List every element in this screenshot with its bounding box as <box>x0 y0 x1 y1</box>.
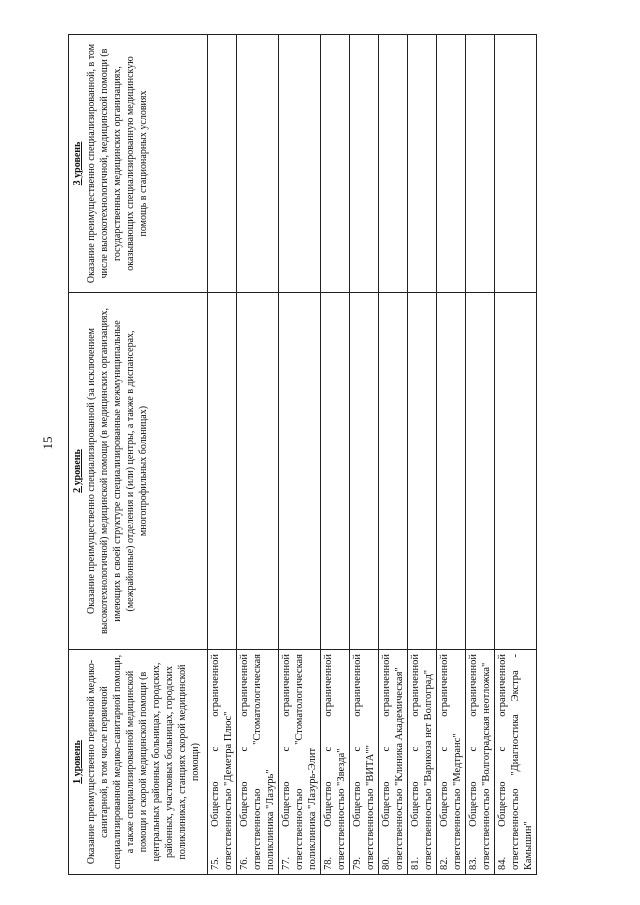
table-header-row <box>69 35 208 875</box>
table-cell-level-1: 77. Общество с ограниченной ответственностью "Стоматологическая поликлиника "Лазурь-Элит <box>279 650 321 875</box>
table-row <box>379 35 408 875</box>
table-cell-level-2 <box>279 293 321 650</box>
table-row <box>279 35 321 875</box>
medical-levels-table <box>68 34 537 875</box>
table-cell-level-1: 82. Общество с ограниченной ответственностью "Медтранс" <box>437 650 466 875</box>
table-cell-level-1: 80. Общество с ограниченной ответственностью "Клиника Академическая" <box>379 650 408 875</box>
header-level-1-title: 1 уровень <box>72 740 83 784</box>
table-body <box>208 35 537 875</box>
table-cell-level-2 <box>408 293 437 650</box>
header-level-2-description: Оказание преимущественно специализированной (за исключением высокотехнологичной) медицинской помощи (в медицинских организациях, имеющих в своей структуре специализированные межмуниципальные (межрайонные) отделения и (или) центры, а также в диспансерах, многопрофильных больницах) <box>86 307 149 635</box>
table-row <box>466 35 495 875</box>
table-cell-level-3 <box>379 35 408 293</box>
table-cell-level-3 <box>208 35 237 293</box>
header-level-2-title: 2 уровень <box>72 449 83 493</box>
table-cell-level-2 <box>466 293 495 650</box>
table-cell-level-1: 78. Общество с ограниченной ответственностью "Звезда" <box>321 650 350 875</box>
table-cell-level-2 <box>495 293 537 650</box>
table-row <box>495 35 537 875</box>
table-cell-level-1: 83. Общество с ограниченной ответственностью "Волгоградская неотложка" <box>466 650 495 875</box>
header-level-2 <box>69 293 208 650</box>
table-cell-level-1: 84. Общество с ограниченной ответственностью "Диагностика Экстра - Камышин" <box>495 650 537 875</box>
table-cell-level-3 <box>279 35 321 293</box>
rotated-table-container <box>68 35 596 875</box>
table-cell-level-2 <box>237 293 279 650</box>
table-cell-level-1: 75. Общество с ограниченной ответственностью "Деметра Плюс" <box>208 650 237 875</box>
table-cell-level-1: 76. Общество с ограниченной ответственностью "Стоматологическая поликлиника "Лазурь" <box>237 650 279 875</box>
table-cell-level-2 <box>379 293 408 650</box>
table-cell-level-1: 81. Общество с ограниченной ответственностью "Варикоза нет Волгоград" <box>408 650 437 875</box>
table-row <box>208 35 237 875</box>
table-cell-level-3 <box>495 35 537 293</box>
table-cell-level-3 <box>437 35 466 293</box>
table-cell-level-2 <box>437 293 466 650</box>
table-cell-level-1: 79. Общество с ограниченной ответственностью "ВИТА"" <box>350 650 379 875</box>
table-row <box>408 35 437 875</box>
table-cell-level-2 <box>208 293 237 650</box>
header-level-1 <box>69 650 208 875</box>
header-level-3-title: 3 уровень <box>72 141 83 186</box>
table-row <box>437 35 466 875</box>
table-cell-level-3 <box>237 35 279 293</box>
header-level-3 <box>69 35 208 293</box>
table-cell-level-3 <box>321 35 350 293</box>
table-row <box>321 35 350 875</box>
table-row <box>237 35 279 875</box>
table-cell-level-3 <box>408 35 437 293</box>
table-cell-level-2 <box>350 293 379 650</box>
page-number: 15 <box>40 436 55 450</box>
table-row <box>350 35 379 875</box>
table-cell-level-3 <box>350 35 379 293</box>
table-cell-level-2 <box>321 293 350 650</box>
header-level-3-description: Оказание преимущественно специализированной, в том числе высокотехнологичной, медицинской помощи (в государственных медицинских организациях, оказывающих специализированную медицинскую помощь в стационарных условиях <box>86 43 149 284</box>
header-level-1-description: Оказание преимущественно первичной медико-санитарной, в том числе первичной специализированной медико-санитарной помощи, а также специализированной медицинской помощи и скорой медицинской помощи (в центральных районных больницах, городских, районных, участковых больницах, городских поликлиниках, станциях скорой медицинской помощи) <box>86 654 201 870</box>
table-cell-level-3 <box>466 35 495 293</box>
